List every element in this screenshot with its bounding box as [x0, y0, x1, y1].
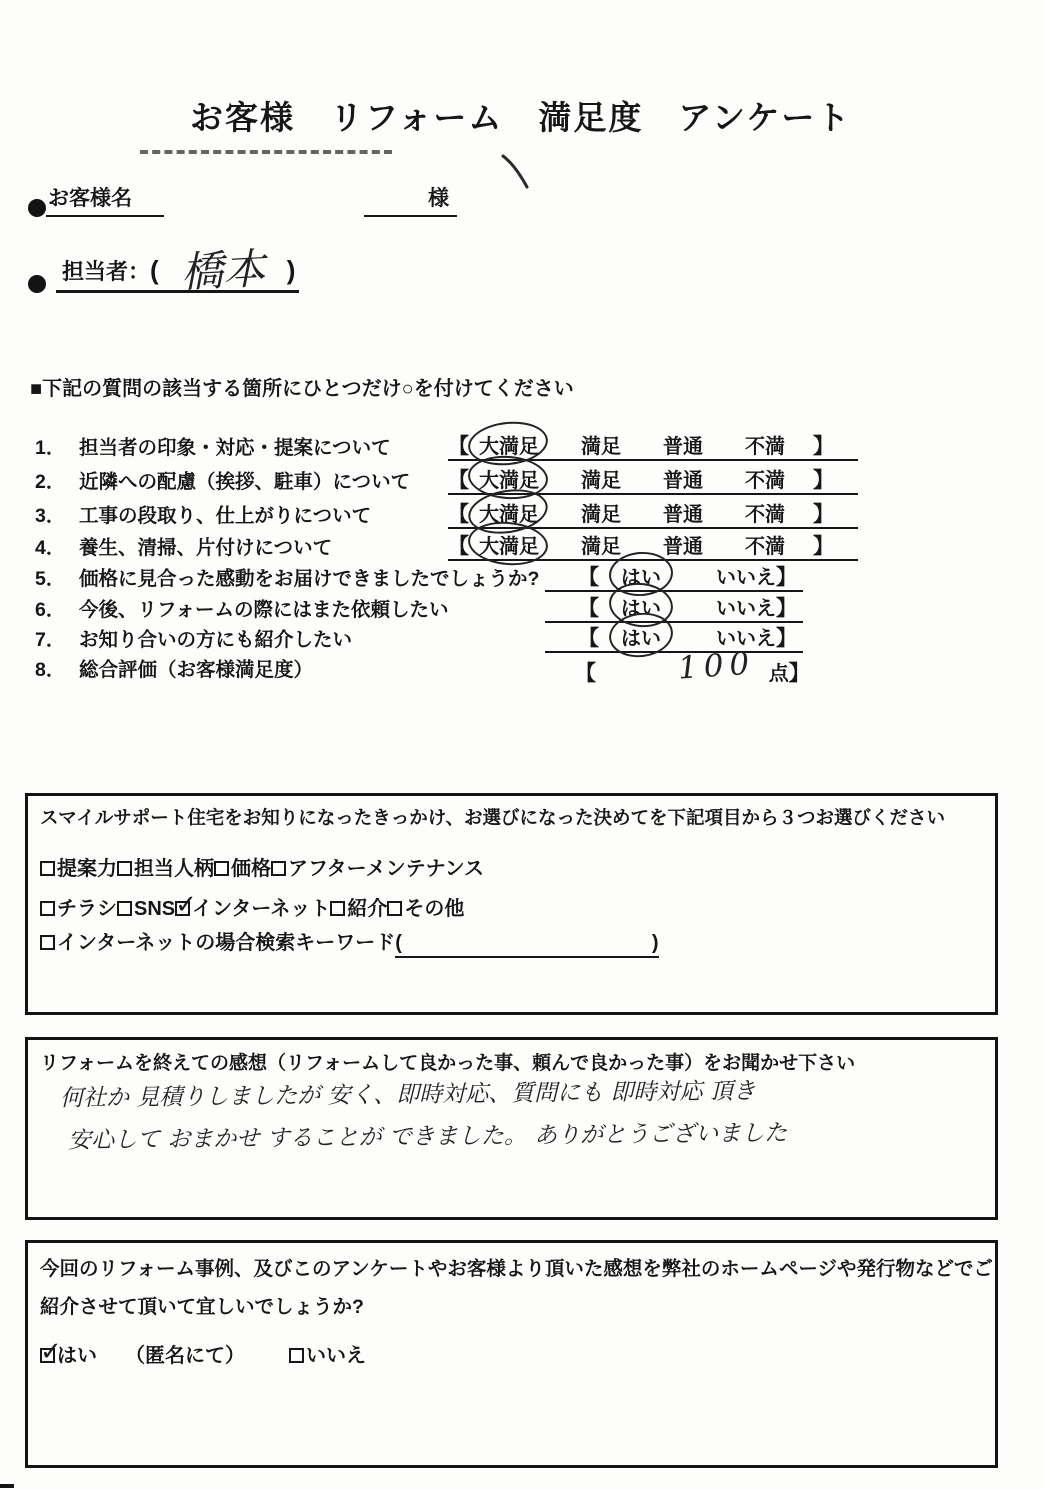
- handwritten-comment-line-1: 何社か 見積りしましたが 安く、即時対応、質問にも 即時対応 頂き: [59, 1078, 756, 1112]
- bracket-close: 】: [813, 435, 834, 458]
- consent-yes-label: はい: [57, 1345, 97, 1367]
- bracket-open: 【: [575, 662, 596, 685]
- question-number: 5．: [35, 568, 66, 590]
- consent-header-line-2: 紹介させて頂いて宜しいでしょうか?: [40, 1296, 364, 1318]
- consent-answer-row: [40, 1339, 366, 1368]
- question-7: [35, 624, 352, 652]
- bracket-open: 【: [578, 566, 599, 589]
- checkbox-label: インターネット: [192, 898, 331, 920]
- bracket-open: 【: [448, 469, 469, 492]
- checkbox-yes-checked: [40, 1348, 55, 1363]
- option-manzoku: 満足: [581, 536, 621, 558]
- question-8: [35, 654, 313, 682]
- consent-box: [25, 1240, 998, 1468]
- discovery-row-1: [40, 852, 484, 881]
- staff-name-handwritten: 橋本: [179, 243, 266, 298]
- paren-close: ): [286, 255, 296, 285]
- option-hai: はい: [621, 567, 661, 589]
- option-futsuu: 普通: [663, 436, 703, 458]
- bracket-close: 】: [813, 503, 834, 526]
- question-text: 価格に見合った感動をお届けできましたでしょうか?: [79, 568, 540, 590]
- discovery-row-3: [40, 926, 659, 955]
- question-4: [35, 532, 332, 560]
- question-number: 7．: [35, 629, 66, 651]
- impressions-box-header: リフォームを終えての感想（リフォームして良かった事、頼んで良かった事）をお聞かせ下さい: [40, 1053, 856, 1074]
- staff-field: [56, 243, 299, 298]
- option-daimanzoku: 大満足: [479, 504, 539, 526]
- checkbox-label: その他: [404, 898, 465, 920]
- anonymous-note: （匿名にて）: [125, 1345, 245, 1367]
- answer-row-6: [545, 592, 803, 623]
- question-2: [35, 466, 410, 494]
- discovery-box: [25, 793, 998, 1015]
- bracket-close: 】: [813, 535, 834, 558]
- checkbox-search-keyword: [40, 935, 55, 950]
- option-daimanzoku: 大満足: [479, 470, 539, 492]
- customer-name-label: お客様名: [46, 182, 164, 217]
- option-iie: いいえ: [716, 628, 776, 650]
- option-iie: いいえ: [716, 567, 776, 589]
- staff-row: [28, 243, 299, 298]
- form-title: お客様 リフォーム 満足度 アンケート: [190, 99, 852, 136]
- handwritten-score: 100: [676, 645, 757, 687]
- question-1: [35, 432, 391, 460]
- paren-open: (: [395, 932, 402, 954]
- checkbox-label: 提案力: [57, 858, 117, 880]
- answer-row-5: [545, 561, 803, 592]
- bracket-close: 】: [813, 469, 834, 492]
- staff-name-slot: [159, 243, 287, 298]
- staff-label: 担当者：: [62, 259, 151, 284]
- instructions-text: ■下記の質問の該当する箇所にひとつだけ○を付けてください: [30, 378, 574, 400]
- checkbox-kakaku: [214, 861, 229, 876]
- checkbox-tantou-hitogara: [117, 861, 132, 876]
- checkbox-label: SNS: [134, 898, 176, 920]
- question-5: [35, 563, 539, 591]
- question-number: 4．: [35, 537, 66, 559]
- option-fuman: 不満: [745, 536, 785, 558]
- redaction-dashed-line: [140, 150, 392, 154]
- impressions-box: [25, 1037, 998, 1220]
- option-daimanzoku: 大満足: [479, 536, 539, 558]
- question-number: 1．: [35, 437, 66, 459]
- question-6: [35, 594, 449, 622]
- checkbox-label: チラシ: [57, 898, 117, 920]
- answer-row-8: [575, 645, 810, 688]
- option-fuman: 不満: [745, 436, 785, 458]
- option-futsuu: 普通: [663, 504, 703, 526]
- checkbox-label: アフターメンテナンス: [288, 858, 484, 880]
- question-3: [35, 500, 371, 528]
- customer-name-row: [28, 182, 457, 217]
- checkbox-label: 価格: [231, 858, 271, 880]
- bracket-open: 【: [448, 535, 469, 558]
- handwritten-comment-line-2: 安心して おまかせ することが できました。 ありがとうございました: [67, 1120, 788, 1154]
- consent-no-label: いいえ: [306, 1345, 366, 1367]
- bullet-icon: [28, 199, 46, 217]
- option-iie: いいえ: [716, 598, 776, 620]
- answer-row-7: [545, 622, 803, 653]
- bracket-close: 】: [776, 597, 797, 620]
- checkbox-after-maintenance: [271, 861, 286, 876]
- option-fuman: 不満: [745, 470, 785, 492]
- score-unit: 点: [768, 663, 789, 685]
- checkbox-shoukai: [330, 901, 345, 916]
- question-number: 3．: [35, 505, 66, 527]
- bracket-open: 【: [578, 627, 599, 650]
- option-manzoku: 満足: [581, 436, 621, 458]
- customer-honorific: 様: [422, 182, 457, 217]
- discovery-box-header: スマイルサポート住宅をお知りになったきっかけ、お選びになった決めてを下記項目から３つお選びください: [40, 807, 946, 828]
- question-text: お知り合いの方にも紹介したい: [79, 629, 353, 651]
- option-hai: はい: [621, 628, 661, 650]
- question-text: 担当者の印象・対応・提案について: [79, 437, 391, 459]
- stray-pen-mark: [497, 153, 539, 191]
- checkbox-label: 担当人柄: [134, 858, 214, 880]
- option-futsuu: 普通: [663, 470, 703, 492]
- checkbox-label: 紹介: [347, 898, 388, 920]
- checkbox-teiannryoku: [40, 861, 55, 876]
- option-manzoku: 満足: [581, 504, 621, 526]
- question-text: 近隣への配慮（挨拶、駐車）について: [79, 471, 411, 493]
- consent-header-line-1: 今回のリフォーム事例、及びこのアンケートやお客様より頂いた感想を弊社のホームページや発行物などでご: [40, 1258, 993, 1280]
- bracket-open: 【: [448, 435, 469, 458]
- question-text: 養生、清掃、片付けについて: [79, 537, 333, 559]
- bracket-open: 【: [578, 597, 599, 620]
- bullet-icon: [28, 275, 46, 293]
- checkbox-chirashi: [40, 901, 55, 916]
- search-keyword-label: インターネットの場合検索キーワード: [57, 932, 396, 954]
- discovery-row-2: [40, 892, 464, 921]
- checkbox-sns: [117, 901, 132, 916]
- bracket-close: 】: [776, 566, 797, 589]
- bracket-close: 】: [788, 662, 810, 685]
- option-fuman: 不満: [745, 504, 785, 526]
- scan-artifact: [0, 1484, 14, 1488]
- option-daimanzoku: 大満足: [479, 436, 539, 458]
- bracket-open: 【: [448, 503, 469, 526]
- checkbox-sonota: [387, 901, 402, 916]
- option-hai: はい: [621, 598, 661, 620]
- question-number: 8．: [35, 659, 66, 681]
- question-number: 6．: [35, 599, 66, 621]
- question-text: 総合評価（お客様満足度）: [79, 659, 314, 681]
- search-keyword-blank-field: [395, 932, 658, 958]
- bracket-close: 】: [776, 627, 797, 650]
- checkbox-internet-checked: [175, 901, 190, 916]
- option-manzoku: 満足: [581, 470, 621, 492]
- checkbox-no: [289, 1348, 304, 1363]
- paren-close: ): [651, 932, 659, 954]
- question-text: 工事の段取り、仕上がりについて: [79, 505, 372, 527]
- customer-name-blank-field: [364, 189, 422, 217]
- paren-open: (: [150, 255, 159, 285]
- question-text: 今後、リフォームの際にはまた依頼したい: [79, 599, 449, 621]
- option-futsuu: 普通: [663, 536, 703, 558]
- question-number: 2．: [35, 471, 66, 493]
